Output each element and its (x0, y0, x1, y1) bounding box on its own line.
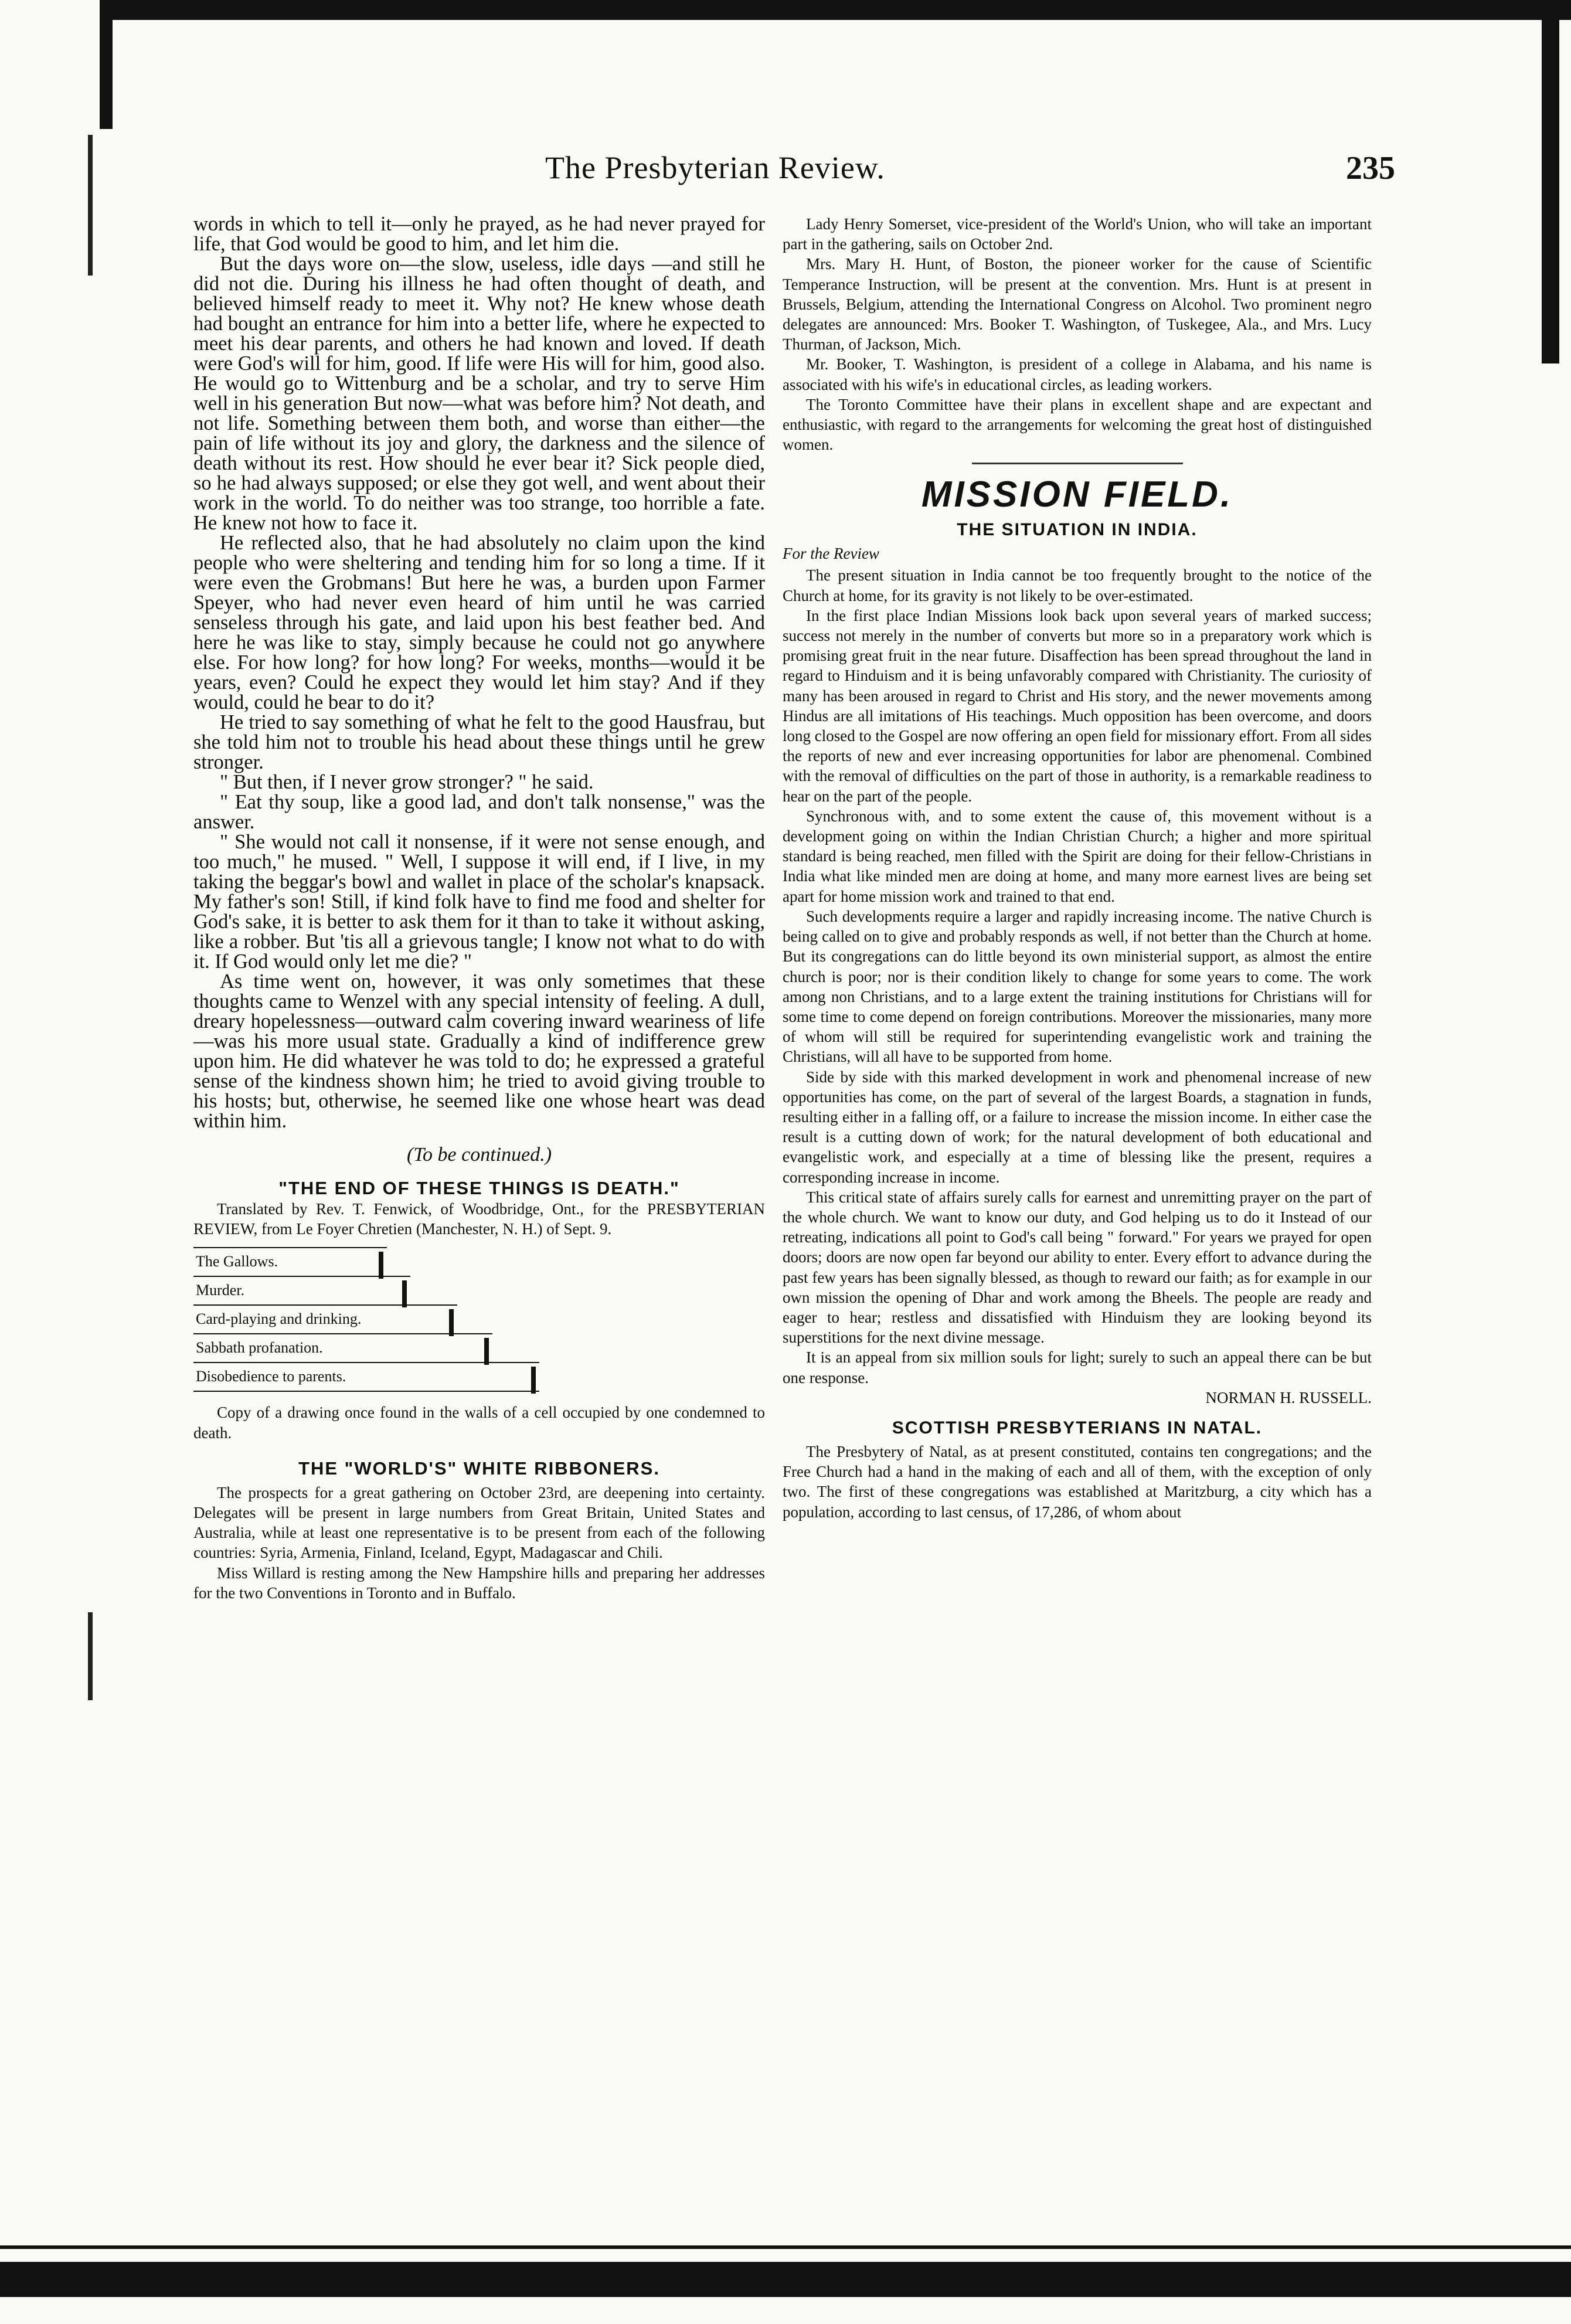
margin-mark (88, 1612, 93, 1700)
scan-border-right (1542, 0, 1559, 363)
ladder-drawing (193, 1247, 765, 1392)
ribboners-paragraph: The prospects for a great gathering on October 23rd, are deepening into certainty. Delegates will be present in large numbers from Great Britain, United States and Australia, while at least one representative is to be present from each of the following countries: Syria, Armenia, Finland, Iceland, Egypt, Madagascar and Chili. (193, 1483, 765, 1562)
scan-border-bottom (0, 2262, 1571, 2297)
india-paragraph: It is an appeal from six million souls for light; surely to such an appeal there can be but one response. (783, 1348, 1372, 1387)
india-paragraph: The present situation in India cannot be too frequently brought to the notice of the Church at home, for its gravity is not likely to be over-estimated. (783, 566, 1372, 604)
story-paragraph: He tried to say something of what he felt to the good Hausfrau, but she told him not to trouble his head about these things until he grew stronger. (193, 711, 765, 773)
story-paragraph: " But then, if I never grow stronger? " he said. (220, 771, 594, 793)
ribboners-paragraph: Mr. Booker, T. Washington, is president of a college in Alabama, and his name is associated with his wife's in educational circles, as leading workers. (783, 355, 1372, 393)
story-paragraph: He reflected also, that he had absolutely no claim upon the kind people who were sheltering and tending him for so long a time. If it were even the Grobmans! But here he was, a burden upon Farmer Speyer, who had never even heard of him until he was carried senseless through his gate, and laid upon his best feather bed. And here he was like to stay, simply because he could not go anywhere else. For how long? for how long? For weeks, months—would it be years, even? Could he expect they would let him stay? And if they would, could he bear to do it? (193, 532, 765, 713)
mission-field-heading: MISSION FIELD. (921, 474, 1233, 515)
ladder-bar-end (531, 1367, 536, 1394)
death-article-intro: Translated by Rev. T. Fenwick, of Woodbridge, Ont., for the PRESBYTERIAN REVIEW, from Le Foyer Chretien (Manchester, N. H.) of Sept. 9. (193, 1200, 765, 1238)
ladder-bar-label: The Gallows. (196, 1253, 278, 1270)
india-article (783, 565, 1372, 1408)
story-paragraph: But the days wore on—the slow, useless, idle days —and still he did not die. During his illness he had often thought of death, and believed himself ready to meet it. Why not? He knew whose death had bought an entrance for him into a better life, where he expected to meet his dear parents, and others he had known and loved. If death were God's will for him, good. If life were His will for him, good also. He would go to Wittenburg and be a scholar, and try to serve Him well in his generation But now—what was before him? Not death, and not life. Something between them both, and worse than either—the pain of life without its joy and glory, the darkness and the silence of death without its rest. How should he ever bear it? Sick people died, so he had always supposed; or else they got well, and went about their work in the world. To do neither was too strange, too horrible a fate. He knew not how to face it. (193, 253, 765, 534)
ribboners-paragraph: Lady Henry Somerset, vice-president of the World's Union, who will take an important part in the gathering, sails on October 2nd. (783, 215, 1372, 253)
story-paragraph: words in which to tell it—only he prayed, as he had never prayed for life, that God would be good to him, and let him die. (193, 213, 765, 255)
ladder-bar (193, 1276, 410, 1306)
right-column (783, 214, 1372, 1522)
author-byline: NORMAN H. RUSSELL. (1205, 1388, 1372, 1406)
page-header (193, 150, 1395, 191)
ladder-bar (193, 1333, 492, 1363)
death-article (193, 1199, 765, 1443)
scan-border-left (100, 0, 113, 129)
section-divider (972, 463, 1183, 464)
ladder-bar (193, 1247, 387, 1277)
ribboners-paragraph: Miss Willard is resting among the New Hampshire hills and preparing her addresses for the two Conventions in Toronto and in Buffalo. (193, 1564, 765, 1602)
ribboners-paragraph: The Toronto Committee have their plans in excellent shape and are expectant and enthusiastic, with regard to the arrangements for welcoming the great host of distinguished women. (783, 395, 1372, 454)
india-paragraph: Side by side with this marked development in work and phenomenal increase of new opportunities has come, on the part of several of the largest Boards, a stagnation in funds, resulting either in a falling off, or a failure to increase the mission income. In either case the result is a cutting down of work; for the natural development of both educational and evangelistic work, and especially at a time of blessing like the present, requires a corresponding increase in income. (783, 1068, 1372, 1186)
running-title: The Presbyterian Review. (545, 150, 885, 185)
ladder-bar-end (484, 1338, 489, 1365)
left-column (193, 214, 765, 1603)
natal-article (783, 1442, 1372, 1522)
india-paragraph: This critical state of affairs surely calls for earnest and unremitting prayer on the part of the whole church. We want to know our duty, and God helping us to do it Instead of our retreating, indications all point to God's call being " forward." For years we prayed for open doors; doors are now open far beyond our ability to enter. Every effort to advance during the past few years has been signally blessed, as though to reward our faith; as for example in our own mission the opening of Dhar and work among the Bheels. The people are ready and eager to hear; restless and dissatisfied with Hinduism they are looking beyond its superstitions for the next divine message. (783, 1188, 1372, 1347)
india-paragraph: In the first place Indian Missions look back upon several years of marked success; success not merely in the number of converts but more so in a preparatory work which is promising great fruit in the near future. Disaffection has been spread throughout the land in regard to Hinduism and it is being unfavorably compared with Christianity. The curiosity of many has been aroused in regard to Christ and His story, and the newer movements among Hindus are all imitations of His teachings. Much opposition has been overcome, and doors long closed to the Gospel are now offering an open field for missionary effort. From all sides the reports of new and ever increasing opportunities for labor are phenomenal. Combined with the removal of difficulties on the part of those in authority, is a remarkable readiness to hear on the part of the people. (783, 606, 1372, 805)
ladder-bar-end (379, 1252, 383, 1279)
serial-story (193, 214, 765, 1131)
page-number: 235 (1346, 150, 1395, 186)
for-the-review: For the Review (783, 545, 879, 563)
natal-article-title: SCOTTISH PRESBYTERIANS IN NATAL. (892, 1418, 1263, 1438)
ribboners-article (193, 1483, 765, 1603)
to-be-continued: (To be continued.) (406, 1144, 552, 1166)
ribboners-paragraph: Mrs. Mary H. Hunt, of Boston, the pioneer worker for the cause of Scientific Temperance Instruction, will be present at the convention. Mrs. Hunt is at present in Brussels, Belgium, attending the International Congress on Alcohol. Two prominent negro delegates are announced: Mrs. Booker T. Washington, of Tuskegee, Ala., and Mrs. Lucy Thurman, of Jackson, Mich. (783, 255, 1372, 354)
ladder-bar (193, 1362, 539, 1392)
india-article-title: THE SITUATION IN INDIA. (957, 520, 1198, 540)
story-paragraph: As time went on, however, it was only sometimes that these thoughts came to Wenzel with any special intensity of feeling. A dull, dreary hopelessness—outward calm covering inward weariness of life—was his more usual state. Gradually a kind of indifference grew upon him. He did whatever he was told to do; he expressed a grateful sense of the kindness shown him; he tried to avoid giving trouble to his hosts; but, otherwise, he seemed like one whose heart was dead within him. (193, 970, 765, 1132)
india-paragraph: Such developments require a larger and rapidly increasing income. The native Church is being called on to give and probably responds as well, if not better than the Church at home. But its congregations can do little beyond its own ministerial support, as almost the entire church is poor; nor is their condition likely to change for some years to come. The work among non Christians, and to a large extent the training institutions for Christians will for some time to come depend on foreign contributions. Moreover the missionaries, many more of whom will still be required for superintending evangelistic work and training the Christians, will all have to be supported from home. (783, 907, 1372, 1066)
scan-rule-bottom (0, 2245, 1571, 2249)
drawing-caption: Copy of a drawing once found in the walls of a cell occupied by one condemned to death. (193, 1404, 765, 1442)
ladder-bar-end (449, 1309, 454, 1336)
ladder-bar-end (402, 1280, 407, 1307)
ribboners-continued (783, 214, 1372, 454)
ladder-bar-label: Sabbath profanation. (196, 1339, 323, 1357)
scan-border-top (100, 0, 1571, 20)
story-paragraph: " Eat thy soup, like a good lad, and don't talk nonsense," was the answer. (193, 791, 765, 833)
india-paragraph: Synchronous with, and to some extent the cause of, this movement without is a development going on within the Indian Christian Church; a higher and more spiritual standard is being reached, men filled with the Spirit are doing for their fellow-Christians in India what like minded men are doing at home, and many more earnest lives are being set apart for home mission work and trained to that end. (783, 807, 1372, 905)
natal-paragraph: The Presbytery of Natal, as at present constituted, contains ten congregations; and the Free Church had a hand in the making of each and all of them, with the exception of only two. The first of these congregations was established at Maritzburg, a city which has a population, according to last census, of 17,286, of whom about (783, 1442, 1372, 1521)
death-article-title: "THE END OF THESE THINGS IS DEATH." (278, 1178, 680, 1198)
ladder-bar-label: Murder. (196, 1282, 245, 1299)
margin-mark (88, 135, 93, 276)
ribboners-article-title: THE "WORLD'S" WHITE RIBBONERS. (298, 1457, 660, 1479)
ladder-bar-label: Disobedience to parents. (196, 1368, 346, 1385)
ladder-bar (193, 1304, 457, 1334)
story-paragraph: " She would not call it nonsense, if it were not sense enough, and too much," he mused. " Well, I suppose it will end, if I live, in my taking the beggar's bowl and wallet in place of the scholar's knapsack. My father's son! Still, if kind folk have to find me food and shelter for God's sake, it is better to ask them for it than to take it without asking, like a robber. But 'tis all a grievous tangle; I know not what to do with it. If God would only let me die? " (193, 831, 765, 973)
ladder-bar-label: Card-playing and drinking. (196, 1310, 362, 1328)
